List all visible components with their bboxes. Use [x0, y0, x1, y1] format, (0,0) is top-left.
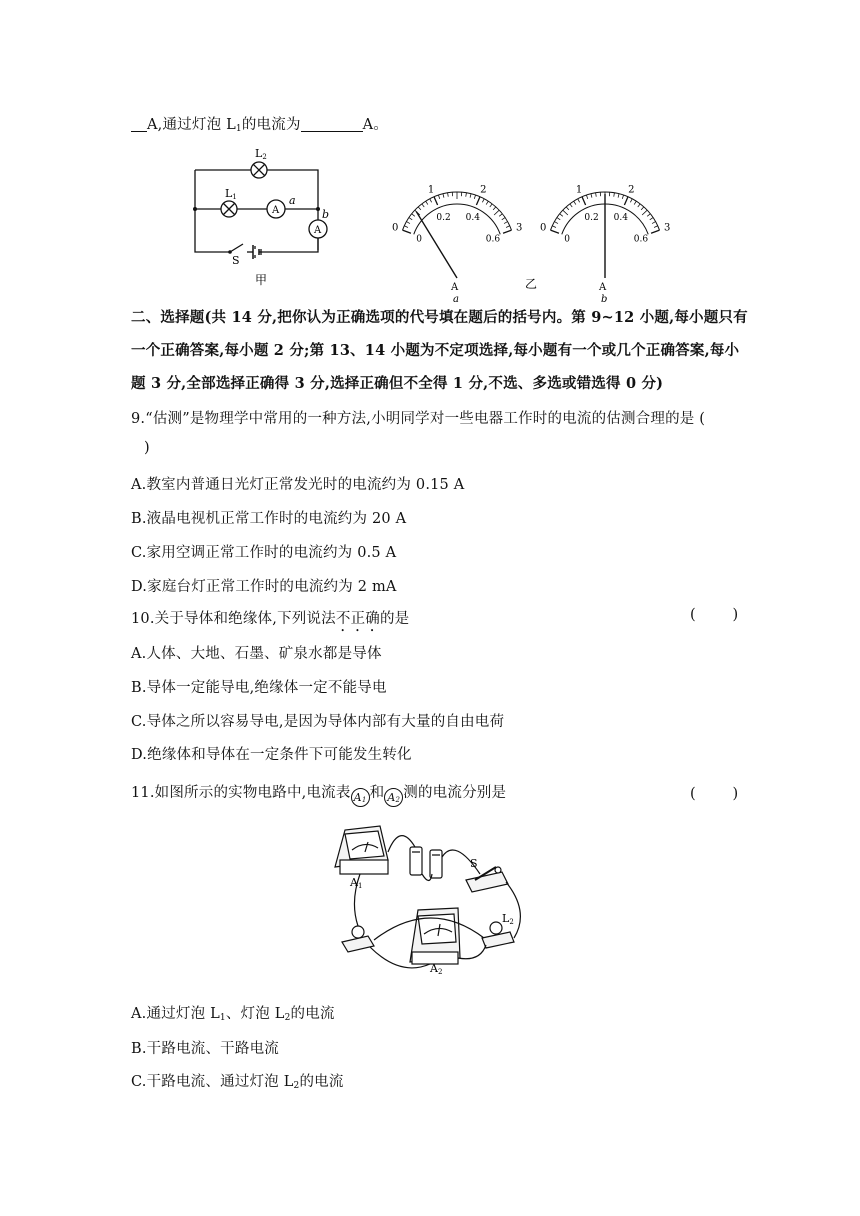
meter-tick [506, 226, 510, 228]
svg-text:S: S [232, 254, 240, 267]
meter-a [392, 184, 522, 305]
svg-text:A1: A1 [350, 876, 363, 890]
meter-tick [630, 199, 632, 203]
meter-tick [438, 195, 439, 199]
meter-tick-label-small: 0.4 [613, 213, 628, 224]
meter-tick-label-large: 2 [480, 184, 487, 196]
meter-tick [651, 230, 659, 233]
svg-text:A: A [272, 205, 280, 216]
answer-blank-2[interactable] [301, 117, 363, 132]
meter-tick-label-small: 0.2 [436, 213, 451, 224]
meter-tick [574, 201, 576, 204]
meter-tick [503, 230, 511, 233]
meter-tick [412, 214, 415, 216]
q11-option-a[interactable]: A.通过灯泡 $L_1$、灯泡 $L_2$的电流 [131, 1006, 335, 1023]
q9-option-b[interactable]: B.液晶电视机正常工作时的电流约为 20 A [131, 511, 407, 527]
meter-tick [560, 214, 563, 216]
q9-stem: 9.“估测”是物理学中常用的一种方法,小明同学对一些电器工作时的电流的估测合理的是 ( [131, 411, 706, 427]
meter-tick [502, 218, 505, 220]
q11-answer-paren[interactable]: ( ) [690, 786, 739, 802]
meter-tick [622, 195, 623, 199]
svg-text:b: b [322, 208, 330, 221]
svg-text:L1: L1 [225, 187, 237, 201]
svg-text:S: S [470, 857, 478, 870]
meter-tick [482, 199, 484, 203]
meter-tick [493, 207, 496, 210]
figure-physical-circuit [330, 812, 530, 984]
meter-tick [490, 204, 492, 207]
meter-tick [402, 230, 410, 233]
meter-tick [634, 201, 636, 204]
meter-tick [554, 222, 557, 224]
q9-option-a[interactable]: A.教室内普通日光灯正常发光时的电流约为 0.15 A [131, 477, 465, 493]
answer-blank-1[interactable] [131, 117, 147, 132]
q11-option-c[interactable]: C.干路电流、通过灯泡 $L_2$的电流 [131, 1074, 344, 1091]
meter-tick [618, 194, 619, 198]
meter-tick [557, 218, 560, 220]
meter-tick [586, 195, 587, 199]
svg-text:甲: 甲 [255, 273, 268, 287]
section2-heading-line1: 二、选择题(共 14 分,把你认为正确选项的代号填在题后的括号内。第 9~12 小题,每小题只有 [131, 309, 748, 326]
meter-tick [638, 204, 640, 207]
meter-tick-label-large: 0 [539, 222, 547, 234]
meter-tick [550, 230, 558, 233]
meter-tick-label-large: 0 [391, 222, 399, 234]
meter-tick [582, 197, 586, 205]
figure-circuit-and-meters [185, 140, 675, 305]
section2-heading-line3: 题 3 分,全部选择正确得 3 分,选择正确但不全得 1 分,不选、多选或错选得 0 分) [131, 375, 664, 392]
meter-tick [578, 199, 580, 203]
meter-tick [422, 204, 424, 207]
q11-option-b[interactable]: B.干路电流、干路电流 [131, 1041, 279, 1057]
svg-text:L2: L2 [255, 147, 267, 161]
meter-tick [448, 193, 449, 197]
meter-tick [642, 210, 647, 215]
meter-tick-label-large: 3 [664, 222, 671, 234]
meter-tick [406, 222, 409, 224]
meter-tick [404, 226, 408, 228]
meter-tick-label-small: 0 [416, 234, 422, 245]
meter-tick [426, 201, 428, 204]
q10-option-a[interactable]: A.人体、大地、石墨、矿泉水都是导体 [131, 646, 382, 662]
meter-b [540, 184, 670, 305]
meter-tick [409, 218, 412, 220]
meter-tick [466, 193, 467, 197]
q10-option-c[interactable]: C.导体之所以容易导电,是因为导体内部有大量的自由电荷 [131, 714, 505, 730]
meter-tick-label-small: 0.6 [633, 234, 649, 245]
svg-text:A: A [599, 282, 607, 293]
q9-option-c[interactable]: C.家用空调正常工作时的电流约为 0.5 A [131, 545, 397, 561]
meter-tick [474, 195, 475, 199]
meter-tick [499, 214, 502, 216]
q10-option-b[interactable]: B.导体一定能导电,绝缘体一定不能导电 [131, 680, 387, 696]
svg-text:乙: 乙 [525, 277, 538, 291]
q8-continuation-line: A,通过灯泡 $L_1$的电流为 A。 [131, 113, 388, 134]
ammeter-a1-symbol: $A_1$ [351, 788, 370, 807]
svg-text:b: b [601, 294, 608, 305]
meter-tick [418, 207, 421, 210]
meter-tick [652, 222, 655, 224]
meter-tick-label-large: 2 [628, 184, 635, 196]
meter-tick [486, 201, 488, 204]
meter-tick-label-small: 0.2 [584, 213, 599, 224]
meter-tick [654, 226, 658, 228]
meter-tick-label-small: 0 [564, 234, 570, 245]
meter-tick [470, 194, 471, 198]
meter-tick [443, 194, 444, 198]
meter-tick [624, 197, 628, 205]
meter-tick [504, 222, 507, 224]
meter-tick-label-large: 1 [427, 184, 435, 196]
meter-tick [563, 210, 568, 215]
meter-tick [494, 210, 499, 215]
meter-tick [566, 207, 569, 210]
meter-tick [430, 199, 432, 203]
meter-tick [434, 197, 438, 205]
q9-answer-paren[interactable]: ) [144, 440, 150, 456]
meter-tick [650, 218, 653, 220]
meter-tick [591, 194, 592, 198]
meter-tick-label-small: 0.4 [465, 213, 480, 224]
svg-text:A: A [314, 225, 322, 236]
meter-tick-label-large: 3 [516, 222, 523, 234]
meter-tick [552, 226, 556, 228]
meter-tick [614, 193, 615, 197]
meter-tick [647, 214, 650, 216]
meter-tick-label-large: 1 [575, 184, 583, 196]
q10-stem: 10.关于导体和绝缘体,下列说法不正确的是 [131, 611, 410, 627]
q10-answer-paren[interactable]: ( ) [690, 607, 739, 623]
ammeter-a2-symbol: $A_2$ [384, 788, 403, 807]
q9-option-d[interactable]: D.家庭台灯正常工作时的电流约为 2 mA [131, 579, 397, 595]
svg-text:a: a [453, 294, 459, 305]
meter-tick [641, 207, 644, 210]
meter-tick-label-small: 0.6 [485, 234, 501, 245]
meter-tick [596, 193, 597, 197]
q11-stem: 11.如图所示的实物电路中,电流表 $A_1$ 和 $A_2$ 测的电流分别是 [131, 781, 506, 807]
svg-text:a: a [289, 194, 296, 207]
svg-text:A: A [451, 282, 459, 293]
q10-option-d[interactable]: D.绝缘体和导体在一定条件下可能发生转化 [131, 747, 412, 763]
section2-heading-line2: 一个正确答案,每小题 2 分;第 13、14 小题为不定项选择,每小题有一个或几个正确答案,每小 [131, 342, 740, 359]
svg-text:A2: A2 [430, 962, 443, 976]
svg-text:L2: L2 [502, 912, 514, 926]
meter-tick [570, 204, 572, 207]
emphasis-not-correct: 不正确 [335, 611, 380, 627]
meter-tick [476, 197, 480, 205]
